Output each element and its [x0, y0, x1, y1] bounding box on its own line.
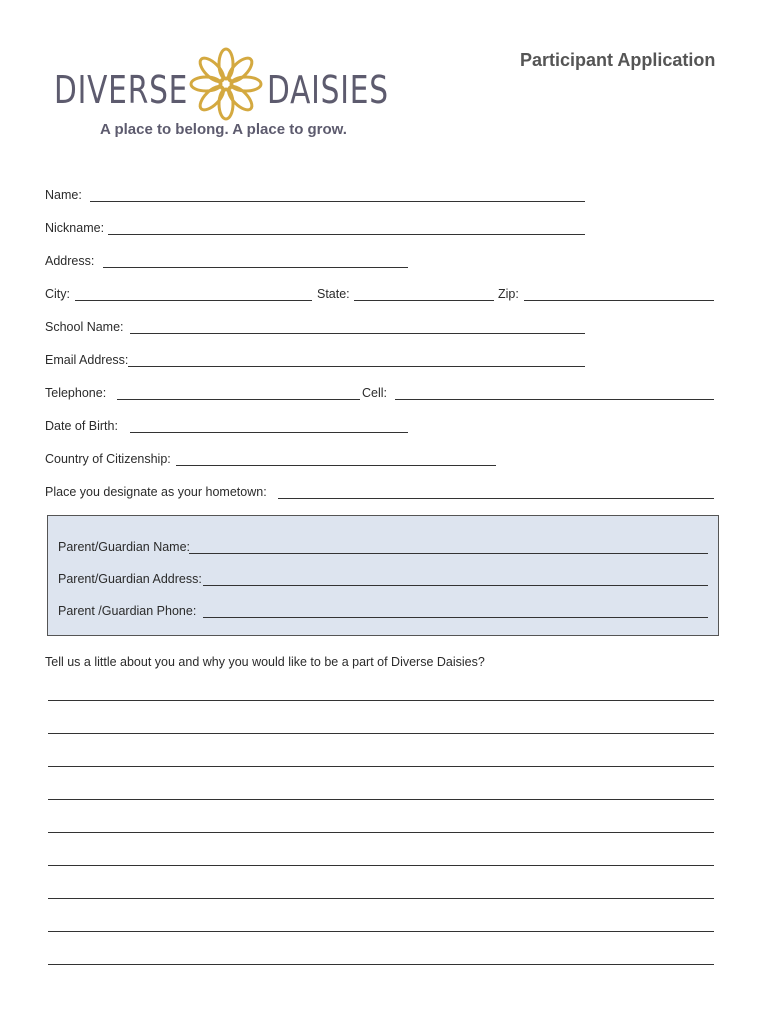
cell-field[interactable] [395, 399, 714, 400]
name-label: Name: [45, 188, 82, 202]
logo-text-diverse: DIVERSE [54, 68, 189, 112]
answer-line[interactable] [48, 766, 714, 767]
email-field[interactable] [128, 366, 585, 367]
hometown-label: Place you designate as your hometown: [45, 485, 267, 499]
school-name-label: School Name: [45, 320, 124, 334]
hometown-field[interactable] [278, 498, 714, 499]
address-label: Address: [45, 254, 95, 268]
dob-row [45, 418, 415, 438]
hometown-row [45, 484, 715, 504]
nickname-row [45, 220, 590, 240]
name-field[interactable] [90, 201, 585, 202]
about-question: Tell us a little about you and why you would like to be a part of Diverse Daisies? [45, 655, 485, 669]
answer-line[interactable] [48, 799, 714, 800]
email-label: Email Address: [45, 353, 129, 367]
citizenship-row [45, 451, 500, 471]
answer-line[interactable] [48, 733, 714, 734]
parent-name-field[interactable] [189, 553, 708, 554]
address-row [45, 253, 415, 273]
logo-text-daisies: DAISIES [267, 68, 389, 112]
parent-name-row [58, 539, 708, 559]
citizenship-label: Country of Citizenship: [45, 452, 171, 466]
city-label: City: [45, 287, 70, 301]
answer-line[interactable] [48, 832, 714, 833]
daisy-flower-icon [188, 46, 264, 122]
telephone-row [45, 385, 715, 405]
cell-label: Cell: [362, 386, 388, 400]
dob-field[interactable] [130, 432, 408, 433]
nickname-label: Nickname: [45, 221, 105, 235]
school-row [45, 319, 590, 339]
answer-line[interactable] [48, 700, 714, 701]
city-field[interactable] [75, 300, 312, 301]
dob-label: Date of Birth: [45, 419, 118, 433]
parent-phone-field[interactable] [203, 617, 708, 618]
state-field[interactable] [354, 300, 494, 301]
name-row [45, 187, 590, 207]
answer-line[interactable] [48, 964, 714, 965]
answer-line[interactable] [48, 931, 714, 932]
parent-phone-row [58, 603, 708, 623]
diverse-daisies-logo [52, 46, 392, 142]
school-name-field[interactable] [130, 333, 585, 334]
parent-phone-label: Parent /Guardian Phone: [58, 604, 197, 618]
answer-line[interactable] [48, 898, 714, 899]
telephone-field[interactable] [117, 399, 360, 400]
telephone-label: Telephone: [45, 386, 107, 400]
citizenship-field[interactable] [176, 465, 496, 466]
answer-line[interactable] [48, 865, 714, 866]
zip-label: Zip: [498, 287, 519, 301]
parent-address-label: Parent/Guardian Address: [58, 572, 202, 586]
address-field[interactable] [103, 267, 408, 268]
parent-name-label: Parent/Guardian Name: [58, 540, 191, 554]
page-title: Participant Application [520, 50, 716, 70]
parent-guardian-section [47, 515, 719, 636]
parent-address-field[interactable] [203, 585, 708, 586]
city-state-zip-row [45, 286, 715, 306]
tagline: A place to belong. A place to grow. [100, 121, 347, 138]
nickname-field[interactable] [108, 234, 585, 235]
parent-address-row [58, 571, 708, 591]
email-row [45, 352, 590, 372]
state-label: State: [317, 287, 350, 301]
zip-field[interactable] [524, 300, 714, 301]
